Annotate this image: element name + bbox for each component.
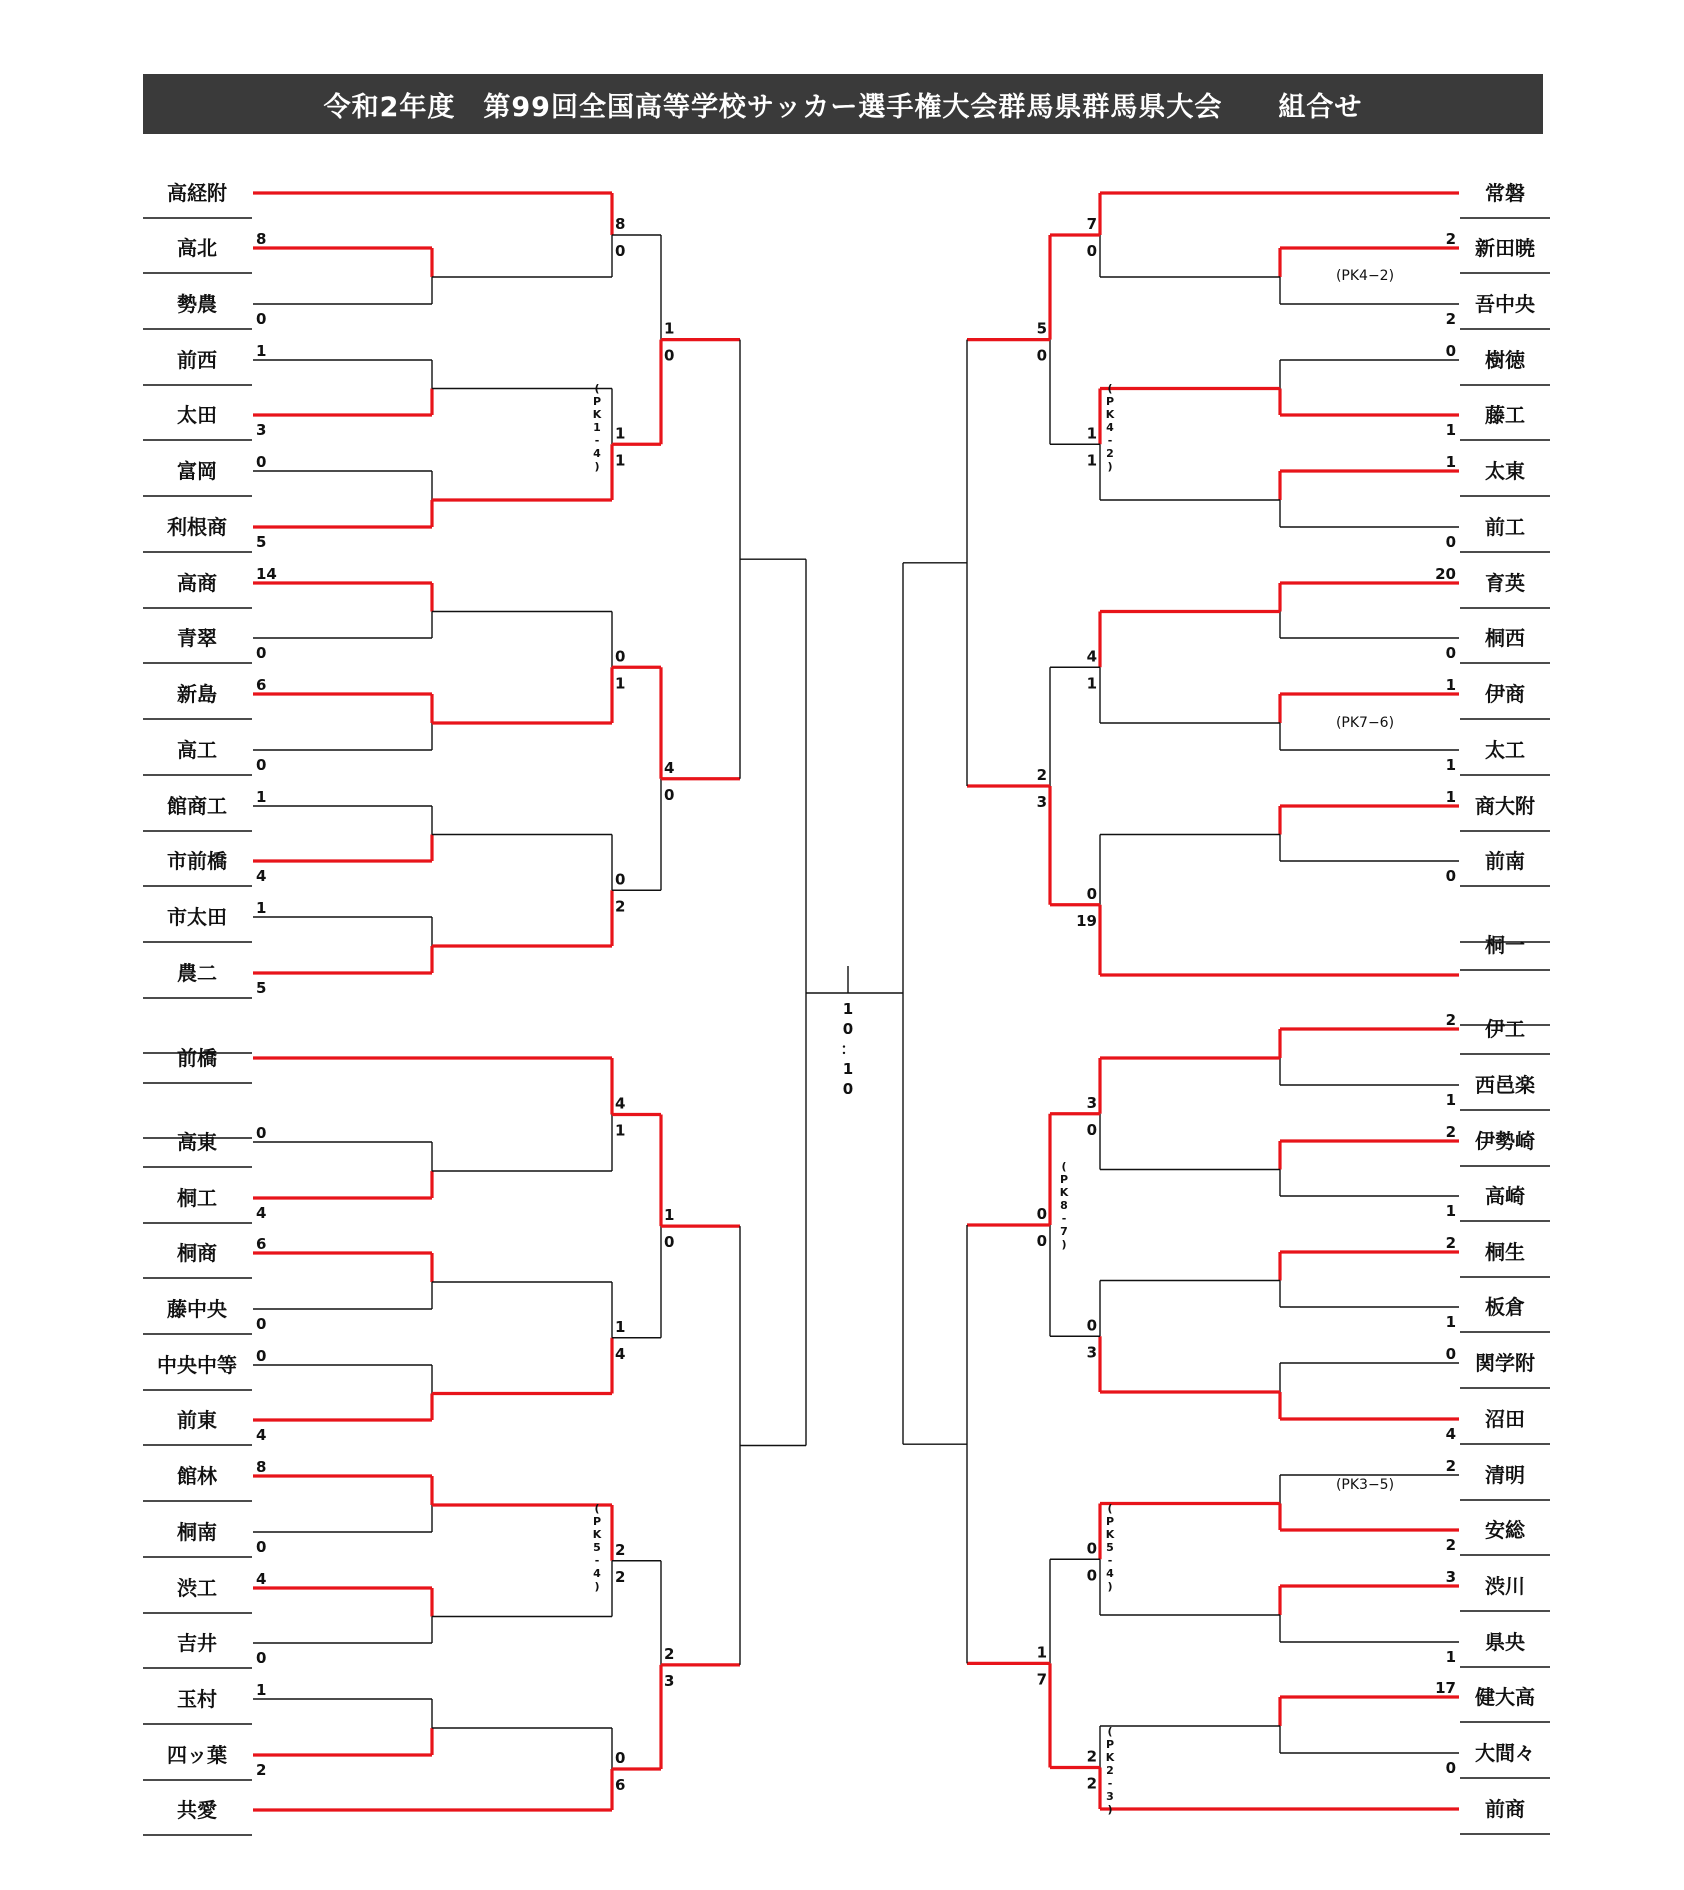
pk-note: (PK3−5) <box>1335 1477 1395 1493</box>
score-label: 0 <box>1036 346 1047 365</box>
score-label: 6 <box>615 1776 626 1794</box>
score-label: 1 <box>1086 451 1097 470</box>
score-label: 0 <box>256 453 267 471</box>
team-name: 渋川 <box>1485 1574 1525 1598</box>
score-label: 2 <box>1445 1457 1456 1475</box>
team-name: 市前橋 <box>167 849 227 873</box>
score-label: 0 <box>256 644 267 662</box>
page-title: 令和2年度 第99回全国高等学校サッカー選手権大会群馬県群馬県大会 組合せ <box>143 74 1543 134</box>
score-label: 0 <box>1086 242 1097 260</box>
team-name: 前工 <box>1485 515 1525 539</box>
score-label: 0 <box>1036 1232 1047 1250</box>
score-label: 8 <box>615 215 626 233</box>
score-label: 0 <box>1036 1205 1047 1223</box>
team-name: 沼田 <box>1485 1407 1525 1431</box>
team-name: 吉井 <box>177 1631 217 1655</box>
team-name: 青翠 <box>177 626 217 650</box>
team-name: 太田 <box>177 403 217 427</box>
score-label: 2 <box>615 897 626 916</box>
score-label: 2 <box>1036 766 1047 784</box>
score-label: 3 <box>664 1671 675 1690</box>
score-label: 0 <box>1445 1759 1456 1777</box>
score-label: 4 <box>256 1426 267 1444</box>
score-label: 0 <box>664 1233 675 1252</box>
team-name: 利根商 <box>167 515 227 539</box>
score-label: 1 <box>1445 788 1456 806</box>
score-label: 0 <box>1086 1120 1097 1139</box>
team-name: 西邑楽 <box>1475 1073 1535 1097</box>
team-name: 農二 <box>177 961 217 985</box>
score-label: 5 <box>256 533 267 551</box>
score-label: 17 <box>1435 1679 1456 1697</box>
score-label: 2 <box>615 1540 626 1559</box>
score-label: 0 <box>1445 533 1456 551</box>
score-label: 1 <box>256 899 267 917</box>
score-label: 4 <box>256 867 267 885</box>
score-label: 0 <box>1445 1345 1456 1363</box>
score-label: 0 <box>256 1347 267 1365</box>
team-name: 新島 <box>177 682 217 706</box>
score-label: 1 <box>1445 1313 1456 1331</box>
score-label: 4 <box>256 1204 267 1222</box>
score-label: 1 <box>664 319 675 338</box>
score-label: 8 <box>256 230 267 248</box>
team-name: 板倉 <box>1485 1295 1525 1319</box>
score-label: 0 <box>615 242 626 260</box>
team-name: 清明 <box>1485 1463 1525 1487</box>
team-name: 桐一 <box>1485 933 1525 957</box>
team-name: 高北 <box>177 236 217 260</box>
team-name: 高東 <box>177 1130 217 1154</box>
score-label: 3 <box>256 421 267 439</box>
score-label: 0 <box>1086 884 1097 903</box>
pk-vertical-note: ( P K 5 -4 ) <box>592 1502 602 1593</box>
team-name: 勢農 <box>177 292 217 316</box>
team-name: 県央 <box>1485 1630 1525 1654</box>
score-label: 14 <box>256 565 277 583</box>
score-label: 19 <box>1076 911 1097 930</box>
score-label: 4 <box>1086 647 1097 666</box>
score-label: 20 <box>1435 565 1456 583</box>
team-name: 太工 <box>1485 738 1525 762</box>
score-label: 1 <box>615 1317 626 1336</box>
team-name: 樹徳 <box>1485 348 1525 372</box>
score-label: 1 <box>256 1681 267 1699</box>
score-label: 6 <box>256 1235 267 1253</box>
team-name: 渋工 <box>177 1576 217 1600</box>
team-name: 桐西 <box>1485 626 1525 650</box>
team-name: 伊工 <box>1485 1017 1525 1041</box>
score-label: 2 <box>1086 1774 1097 1793</box>
score-label: 4 <box>1445 1425 1456 1443</box>
score-label: 0 <box>664 346 675 365</box>
final-score: 1 <box>842 1000 854 1018</box>
score-label: 1 <box>256 342 267 360</box>
team-name: 前南 <box>1485 849 1525 873</box>
score-label: 0 <box>615 647 626 666</box>
score-label: 0 <box>256 756 267 774</box>
score-label: 2 <box>615 1567 626 1586</box>
pk-note: (PK7−6) <box>1335 715 1395 731</box>
score-label: 2 <box>1445 1011 1456 1029</box>
score-label: 1 <box>256 788 267 806</box>
score-label: 4 <box>664 758 675 777</box>
team-name: 関学附 <box>1475 1351 1535 1375</box>
score-label: 1 <box>1036 1643 1047 1662</box>
pk-vertical-note: ( P K 4 -2 ) <box>1105 382 1115 473</box>
score-label: 1 <box>1086 674 1097 693</box>
team-name: 前商 <box>1485 1797 1525 1821</box>
final-score: 1 <box>842 1060 854 1078</box>
team-name: 伊商 <box>1485 682 1525 706</box>
pk-vertical-note: ( P K 1 -4 ) <box>592 382 602 473</box>
score-label: 2 <box>256 1761 267 1779</box>
score-label: 0 <box>1086 1316 1097 1335</box>
score-label: 0 <box>256 1124 267 1142</box>
score-label: 6 <box>256 676 267 694</box>
score-label: 0 <box>256 1315 267 1333</box>
team-name: 高経附 <box>167 181 227 205</box>
team-name: 市太田 <box>167 905 227 929</box>
score-label: 4 <box>615 1094 626 1113</box>
score-label: 0 <box>1445 342 1456 360</box>
score-label: 1 <box>615 674 626 693</box>
score-label: 2 <box>1445 230 1456 248</box>
team-name: 藤中央 <box>167 1297 227 1321</box>
team-name: 桐生 <box>1485 1240 1525 1264</box>
team-name: 館林 <box>177 1464 217 1488</box>
score-label: 2 <box>1445 1234 1456 1252</box>
pk-note: (PK4−2) <box>1335 268 1395 284</box>
score-label: 1 <box>1445 421 1456 439</box>
score-label: 2 <box>1445 310 1456 328</box>
team-name: 新田暁 <box>1475 236 1535 260</box>
final-score: 0 <box>842 1080 854 1098</box>
score-label: 3 <box>1086 1093 1097 1112</box>
score-label: 1 <box>1445 453 1456 471</box>
final-score: ： <box>840 1040 856 1058</box>
team-name: 高工 <box>177 738 217 762</box>
score-label: 0 <box>615 870 626 889</box>
score-label: 1 <box>1445 1091 1456 1109</box>
score-label: 1 <box>615 1121 626 1140</box>
pk-vertical-note: ( P K 5 -4 ) <box>1105 1502 1115 1593</box>
pk-vertical-note: ( P K 2 -3 ) <box>1105 1725 1115 1816</box>
score-label: 0 <box>1086 1539 1097 1558</box>
score-label: 1 <box>1445 1648 1456 1666</box>
team-name: 安総 <box>1485 1518 1525 1542</box>
team-name: 前橋 <box>177 1046 217 1070</box>
score-label: 2 <box>1445 1123 1456 1141</box>
score-label: 2 <box>1445 1536 1456 1554</box>
score-label: 0 <box>1086 1566 1097 1585</box>
score-label: 5 <box>256 979 267 997</box>
team-name: 健大高 <box>1475 1685 1535 1709</box>
score-label: 1 <box>1445 756 1456 774</box>
score-label: 2 <box>664 1644 675 1663</box>
score-label: 2 <box>1086 1747 1097 1766</box>
team-name: 高崎 <box>1485 1184 1525 1208</box>
team-name: 商大附 <box>1475 794 1535 818</box>
score-label: 0 <box>256 1538 267 1556</box>
team-name: 富岡 <box>177 459 217 483</box>
score-label: 8 <box>256 1458 267 1476</box>
team-name: 四ッ葉 <box>167 1743 227 1767</box>
score-label: 0 <box>256 1649 267 1667</box>
score-label: 3 <box>1036 793 1047 811</box>
score-label: 1 <box>1086 424 1097 443</box>
team-name: 吾中央 <box>1475 292 1535 316</box>
team-name: 中央中等 <box>157 1353 237 1377</box>
score-label: 4 <box>615 1344 626 1363</box>
score-label: 4 <box>256 1570 267 1588</box>
score-label: 0 <box>615 1749 626 1767</box>
score-label: 1 <box>664 1206 675 1225</box>
team-name: 共愛 <box>177 1798 217 1822</box>
team-name: 玉村 <box>177 1687 217 1711</box>
team-name: 育英 <box>1485 571 1525 595</box>
team-name: 常磐 <box>1485 181 1525 205</box>
score-label: 0 <box>256 310 267 328</box>
team-name: 高商 <box>177 571 217 595</box>
team-name: 桐商 <box>177 1241 217 1265</box>
score-label: 5 <box>1036 319 1047 338</box>
team-name: 伊勢崎 <box>1475 1129 1535 1153</box>
team-name: 藤工 <box>1485 403 1525 427</box>
team-name: 太東 <box>1485 459 1525 483</box>
score-label: 7 <box>1086 215 1097 233</box>
score-label: 7 <box>1036 1670 1047 1689</box>
score-label: 3 <box>1445 1568 1456 1586</box>
score-label: 0 <box>1445 644 1456 662</box>
final-score: 0 <box>842 1020 854 1038</box>
score-label: 1 <box>615 451 626 470</box>
team-name: 前西 <box>177 348 217 372</box>
pk-vertical-note: ( P K 8 -7 ) <box>1059 1160 1069 1251</box>
score-label: 3 <box>1086 1343 1097 1362</box>
score-label: 1 <box>1445 1202 1456 1220</box>
team-name: 桐南 <box>177 1520 217 1544</box>
score-label: 1 <box>1445 676 1456 694</box>
score-label: 0 <box>1445 867 1456 885</box>
score-label: 0 <box>664 785 675 804</box>
score-label: 1 <box>615 424 626 443</box>
team-name: 前東 <box>177 1408 217 1432</box>
team-name: 桐工 <box>177 1186 217 1210</box>
team-name: 大間々 <box>1475 1741 1535 1765</box>
team-name: 館商工 <box>167 794 227 818</box>
